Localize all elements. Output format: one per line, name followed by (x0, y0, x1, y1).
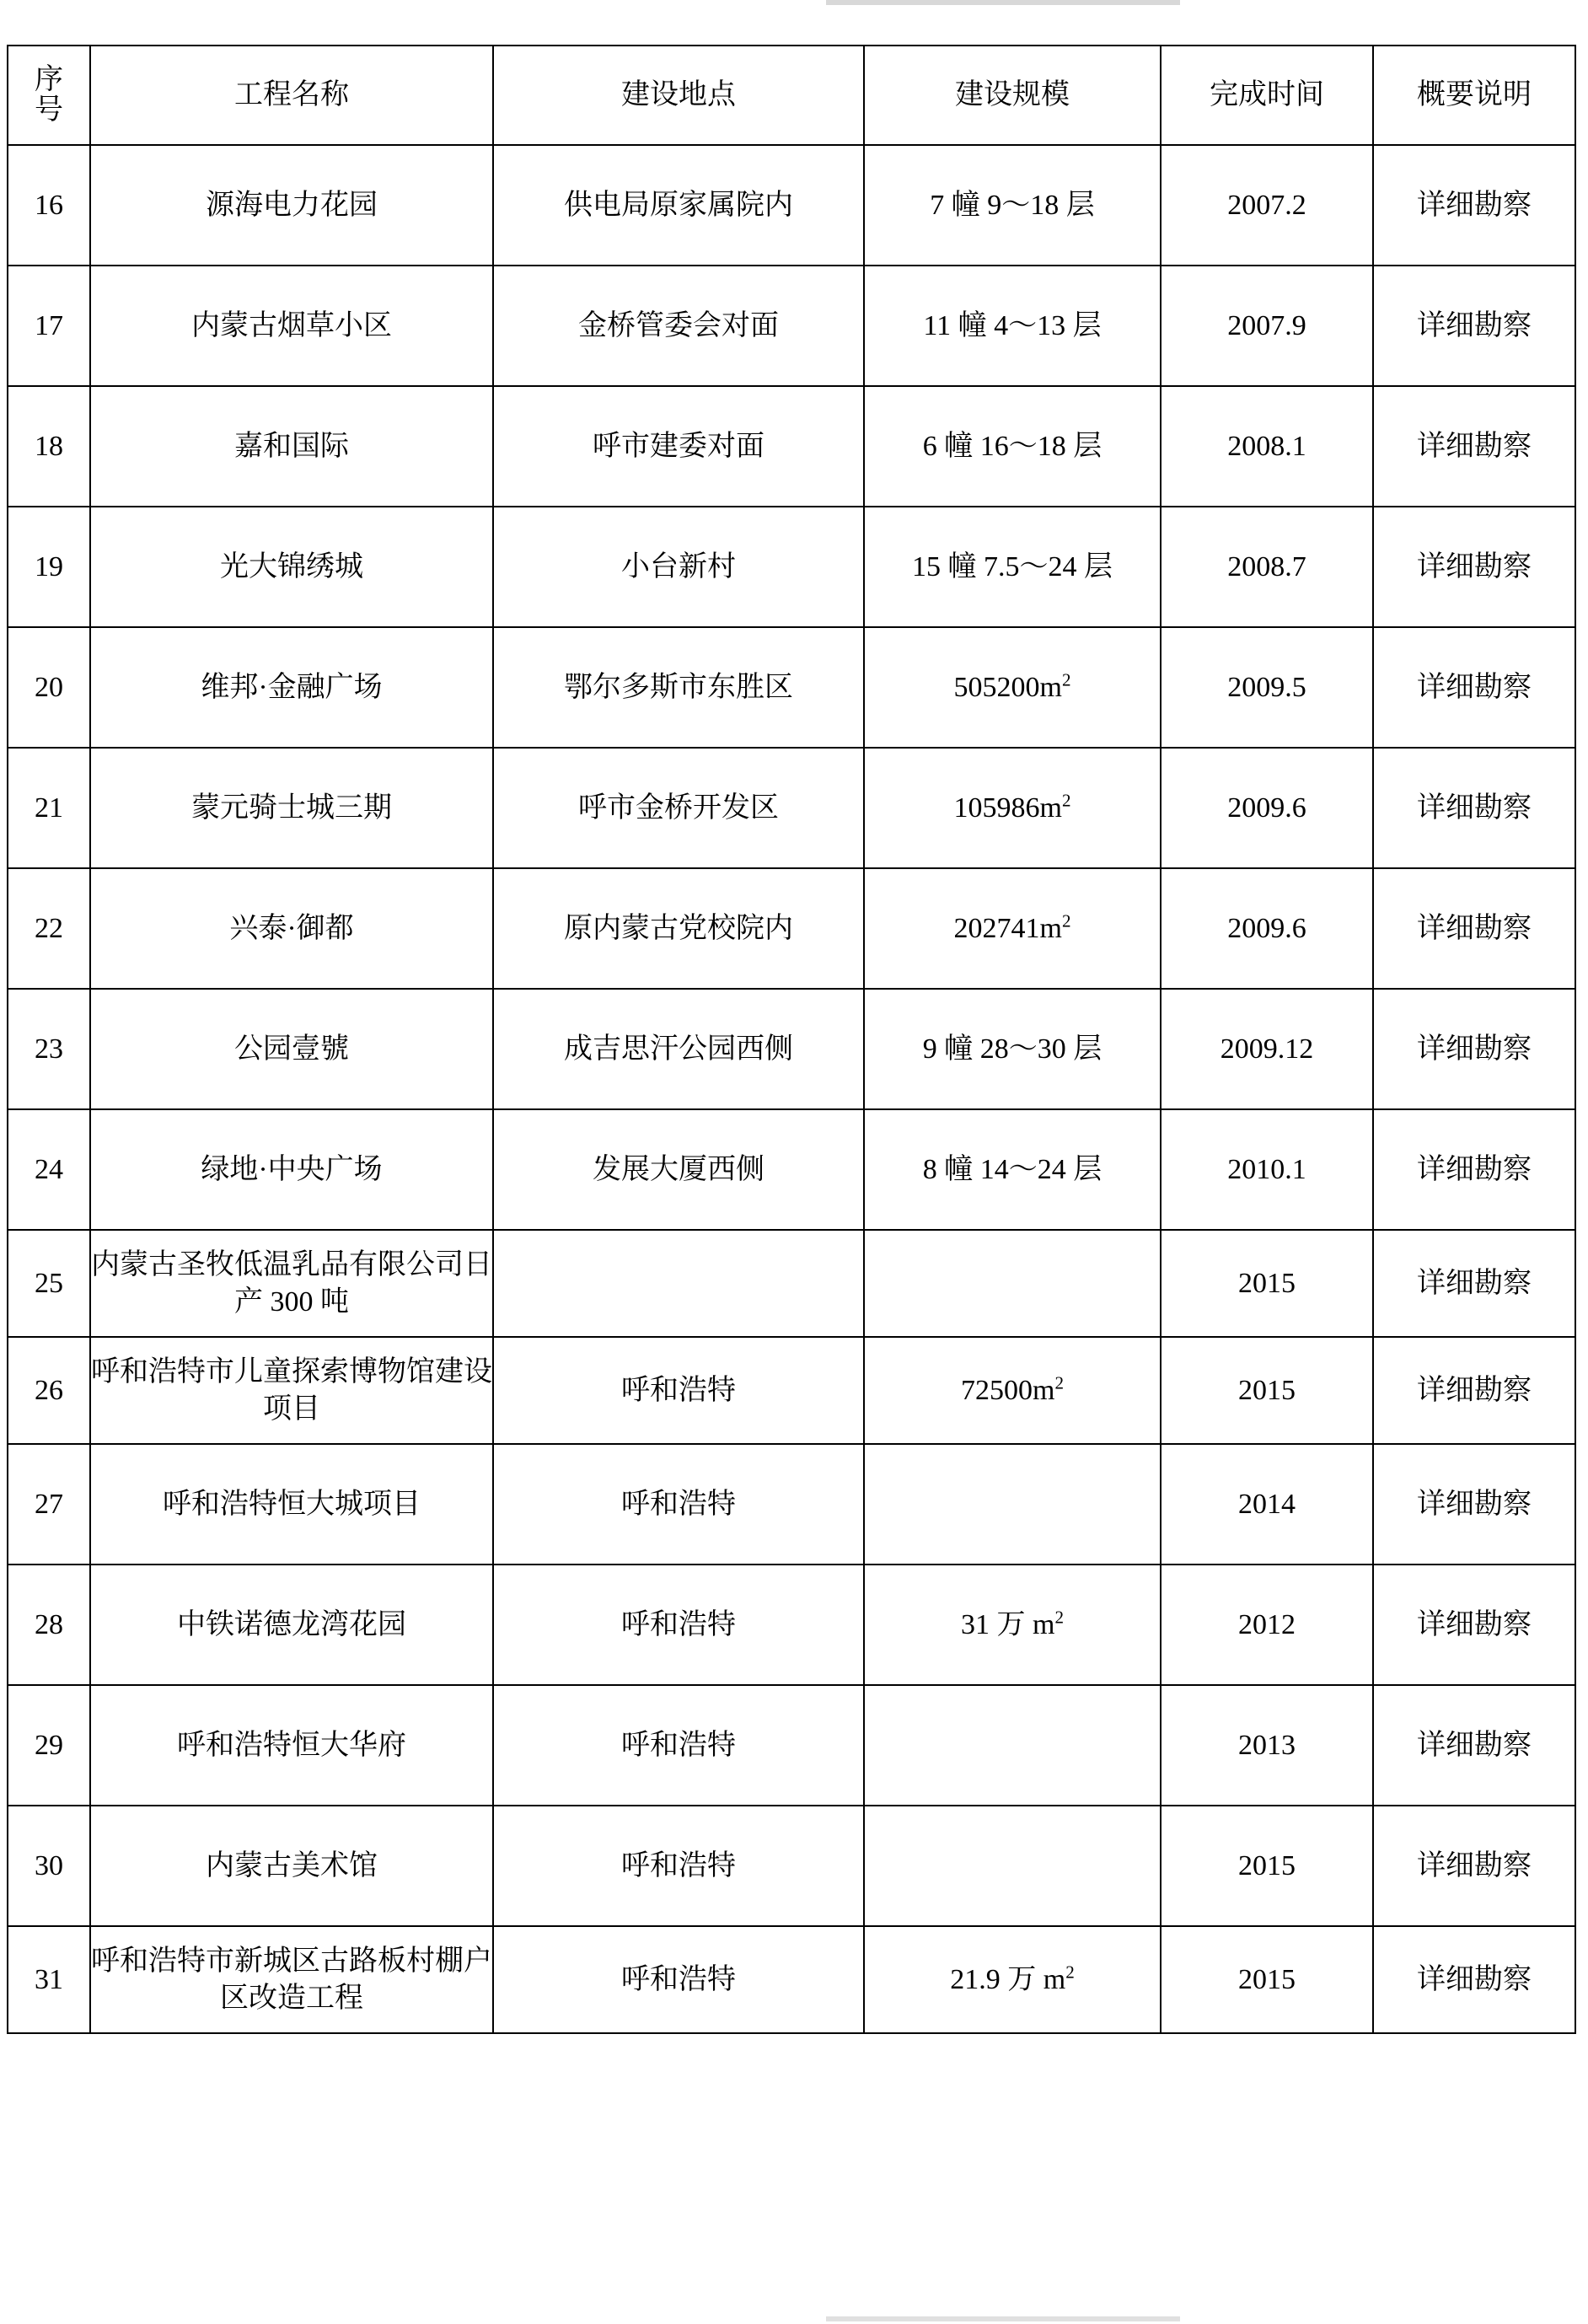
cell-location: 呼和浩特 (493, 1565, 864, 1685)
cell-completion-date: 2009.6 (1161, 748, 1373, 868)
cell-project-name: 光大锦绣城 (90, 507, 493, 627)
cell-index: 28 (8, 1565, 90, 1685)
cell-location: 呼和浩特 (493, 1926, 864, 2033)
cell-completion-date: 2015 (1161, 1806, 1373, 1926)
cell-scale (864, 1444, 1161, 1565)
cell-location: 呼市金桥开发区 (493, 748, 864, 868)
table-body (8, 145, 1575, 2033)
cell-index: 23 (8, 989, 90, 1109)
cell-scale (864, 748, 1161, 868)
cell-location (493, 1230, 864, 1337)
cell-project-name: 源海电力花园 (90, 145, 493, 266)
column-header-index-line2: 号 (35, 94, 63, 126)
project-table (7, 45, 1576, 2034)
table-row (8, 1230, 1575, 1337)
cell-scale (864, 1565, 1161, 1685)
cell-location: 成吉思汗公园西侧 (493, 989, 864, 1109)
cell-completion-date: 2009.12 (1161, 989, 1373, 1109)
cell-scale (864, 868, 1161, 989)
table-row (8, 266, 1575, 386)
cell-location: 小台新村 (493, 507, 864, 627)
table-row (8, 1806, 1575, 1926)
cell-scale: 11 幢 4～13 层 (864, 266, 1161, 386)
cell-summary: 详细勘察 (1373, 507, 1575, 627)
cell-scale-exponent: 2 (1061, 790, 1071, 811)
cell-summary: 详细勘察 (1373, 1230, 1575, 1337)
cell-summary: 详细勘察 (1373, 868, 1575, 989)
cell-scale: 7 幢 9～18 层 (864, 145, 1161, 266)
cell-project-name: 绿地·中央广场 (90, 1109, 493, 1230)
cell-index: 21 (8, 748, 90, 868)
page-top-margin (0, 0, 1588, 6)
column-header-scale: 建设规模 (864, 46, 1161, 145)
cell-location: 呼和浩特 (493, 1337, 864, 1444)
table-row (8, 989, 1575, 1109)
cell-summary: 详细勘察 (1373, 1109, 1575, 1230)
cell-index: 26 (8, 1337, 90, 1444)
table-row (8, 1337, 1575, 1444)
cell-scale: 6 幢 16～18 层 (864, 386, 1161, 507)
cell-index: 30 (8, 1806, 90, 1926)
table-row (8, 1109, 1575, 1230)
column-header-index-line1: 序 (35, 64, 63, 96)
cell-summary: 详细勘察 (1373, 145, 1575, 266)
cell-scale-value: 31 万 m (961, 1608, 1055, 1640)
cell-location: 呼和浩特 (493, 1444, 864, 1565)
cell-project-name: 内蒙古烟草小区 (90, 266, 493, 386)
cell-scale (864, 1230, 1161, 1337)
cell-index: 16 (8, 145, 90, 266)
cell-completion-date: 2009.6 (1161, 868, 1373, 989)
cell-project-name: 兴泰·御都 (90, 868, 493, 989)
cell-project-name: 中铁诺德龙湾花园 (90, 1565, 493, 1685)
cell-scale-value: 505200m (953, 671, 1062, 703)
cell-project-name: 嘉和国际 (90, 386, 493, 507)
cell-project-name: 公园壹號 (90, 989, 493, 1109)
cell-summary: 详细勘察 (1373, 1806, 1575, 1926)
table-header-row (8, 46, 1575, 145)
column-header-location: 建设地点 (493, 46, 864, 145)
cell-completion-date: 2010.1 (1161, 1109, 1373, 1230)
cell-scale (864, 627, 1161, 748)
cell-scale (864, 1685, 1161, 1806)
project-table-container (7, 45, 1575, 2034)
cell-completion-date: 2007.9 (1161, 266, 1373, 386)
cell-index: 27 (8, 1444, 90, 1565)
cell-index: 22 (8, 868, 90, 989)
cell-scale-exponent: 2 (1061, 669, 1071, 690)
cell-summary: 详细勘察 (1373, 386, 1575, 507)
cell-completion-date: 2008.7 (1161, 507, 1373, 627)
cell-scale: 9 幢 28～30 层 (864, 989, 1161, 1109)
cell-summary: 详细勘察 (1373, 1565, 1575, 1685)
cell-scale-exponent: 2 (1054, 1372, 1064, 1393)
cell-location: 金桥管委会对面 (493, 266, 864, 386)
cell-scale-exponent: 2 (1054, 1607, 1064, 1628)
cell-completion-date: 2008.1 (1161, 386, 1373, 507)
table-row (8, 507, 1575, 627)
cell-project-name: 呼和浩特市新城区古路板村棚户区改造工程 (90, 1926, 493, 2033)
cell-location: 供电局原家属院内 (493, 145, 864, 266)
table-row (8, 145, 1575, 266)
cell-summary: 详细勘察 (1373, 748, 1575, 868)
table-row (8, 748, 1575, 868)
cell-scale-value: 21.9 万 m (950, 1963, 1066, 1995)
cell-summary: 详细勘察 (1373, 627, 1575, 748)
cell-project-name: 维邦·金融广场 (90, 627, 493, 748)
cell-index: 29 (8, 1685, 90, 1806)
cell-index: 25 (8, 1230, 90, 1337)
table-row (8, 868, 1575, 989)
table-row (8, 627, 1575, 748)
scan-edge-mark-top (826, 0, 1180, 5)
cell-summary: 详细勘察 (1373, 266, 1575, 386)
cell-location: 呼市建委对面 (493, 386, 864, 507)
column-header-summary: 概要说明 (1373, 46, 1575, 145)
table-row (8, 1926, 1575, 2033)
cell-project-name: 呼和浩特恒大城项目 (90, 1444, 493, 1565)
scan-edge-mark-bottom (826, 2316, 1180, 2321)
cell-index: 20 (8, 627, 90, 748)
cell-summary: 详细勘察 (1373, 1337, 1575, 1444)
cell-index: 24 (8, 1109, 90, 1230)
cell-location: 鄂尔多斯市东胜区 (493, 627, 864, 748)
cell-scale-exponent: 2 (1061, 910, 1071, 931)
cell-scale-value: 72500m (961, 1374, 1055, 1406)
cell-completion-date: 2007.2 (1161, 145, 1373, 266)
cell-location: 原内蒙古党校院内 (493, 868, 864, 989)
cell-completion-date: 2012 (1161, 1565, 1373, 1685)
cell-project-name: 内蒙古圣牧低温乳品有限公司日产 300 吨 (90, 1230, 493, 1337)
cell-scale (864, 1926, 1161, 2033)
table-row (8, 1565, 1575, 1685)
cell-completion-date: 2009.5 (1161, 627, 1373, 748)
cell-summary: 详细勘察 (1373, 989, 1575, 1109)
cell-scale-value: 202741m (953, 912, 1062, 944)
cell-scale (864, 1806, 1161, 1926)
cell-location: 发展大厦西侧 (493, 1109, 864, 1230)
cell-project-name: 呼和浩特恒大华府 (90, 1685, 493, 1806)
table-row (8, 1685, 1575, 1806)
cell-index: 17 (8, 266, 90, 386)
table-row (8, 386, 1575, 507)
cell-scale: 15 幢 7.5～24 层 (864, 507, 1161, 627)
cell-completion-date: 2015 (1161, 1337, 1373, 1444)
cell-scale: 8 幢 14～24 层 (864, 1109, 1161, 1230)
table-row (8, 1444, 1575, 1565)
cell-scale-exponent: 2 (1065, 1962, 1075, 1983)
cell-index: 18 (8, 386, 90, 507)
cell-summary: 详细勘察 (1373, 1926, 1575, 2033)
column-header-project-name: 工程名称 (90, 46, 493, 145)
cell-project-name: 呼和浩特市儿童探索博物馆建设项目 (90, 1337, 493, 1444)
cell-location: 呼和浩特 (493, 1806, 864, 1926)
cell-summary: 详细勘察 (1373, 1444, 1575, 1565)
cell-project-name: 内蒙古美术馆 (90, 1806, 493, 1926)
column-header-index (8, 46, 90, 145)
cell-completion-date: 2013 (1161, 1685, 1373, 1806)
cell-completion-date: 2014 (1161, 1444, 1373, 1565)
cell-project-name: 蒙元骑士城三期 (90, 748, 493, 868)
cell-location: 呼和浩特 (493, 1685, 864, 1806)
cell-index: 19 (8, 507, 90, 627)
cell-index: 31 (8, 1926, 90, 2033)
cell-summary: 详细勘察 (1373, 1685, 1575, 1806)
cell-completion-date: 2015 (1161, 1230, 1373, 1337)
cell-scale (864, 1337, 1161, 1444)
column-header-completion-date: 完成时间 (1161, 46, 1373, 145)
cell-scale-value: 105986m (953, 792, 1062, 824)
cell-completion-date: 2015 (1161, 1926, 1373, 2033)
